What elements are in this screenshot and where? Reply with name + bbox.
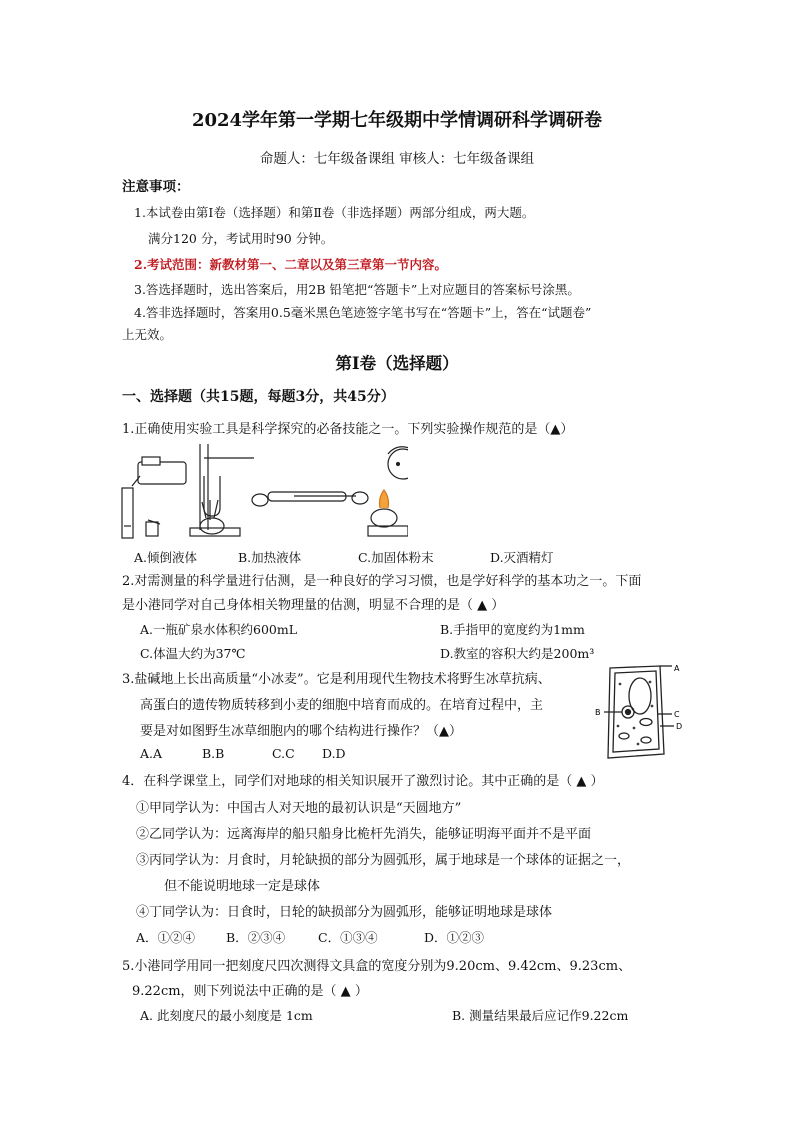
note-3: 3.答选择题时，选出答案后，用2B 铅笔把“答题卡”上对应题目的答案标号涂黑。 bbox=[134, 282, 580, 297]
q4-statement-3-cont: 但不能说明地球一定是球体 bbox=[164, 879, 321, 894]
q3-stem-line3: 要是对如图野生冰草细胞内的哪个结构进行操作？（▲） bbox=[140, 724, 462, 739]
cell-label-c: C bbox=[674, 710, 680, 719]
q2-option-c: C.体温大约为37℃ bbox=[140, 646, 246, 661]
q1-lab-figures bbox=[118, 440, 408, 542]
q5-stem-line1: 5.小港同学用同一把刻度尺四次测得文具盒的宽度分别为9.20cm、9.42cm、9.23cm、 bbox=[122, 959, 632, 974]
q2-option-a: A.一瓶矿泉水体积约600mL bbox=[140, 622, 298, 637]
q3-option-a: A.A bbox=[140, 746, 163, 761]
pouring-liquid-figure bbox=[122, 457, 186, 538]
q4-option-a: A．①②④ bbox=[136, 930, 196, 945]
section-title: 第Ⅰ卷（选择题） bbox=[335, 354, 459, 373]
q1-option-d: D.灭酒精灯 bbox=[490, 550, 554, 565]
q5-option-a: A. 此刻度尺的最小刻度是 1cm bbox=[140, 1008, 313, 1023]
note-4-cont: 上无效。 bbox=[122, 327, 173, 342]
q3-option-d: D.D bbox=[322, 746, 346, 761]
q3-plant-cell-diagram bbox=[590, 662, 686, 762]
q3-option-b: B.B bbox=[202, 746, 225, 761]
note-1-cont: 满分120 分，考试用时90 分钟。 bbox=[148, 231, 334, 246]
exam-subtitle: 命题人：七年级备课组 审核人：七年级备课组 bbox=[259, 151, 535, 167]
q1-option-c: C.加固体粉末 bbox=[358, 550, 434, 565]
q4-option-d: D．①②③ bbox=[424, 930, 485, 945]
q2-option-d: D.教室的容积大约是200m³ bbox=[440, 646, 595, 661]
q4-statement-4: ④丁同学认为：日食时，日轮的缺损部分为圆弧形，能够证明地球是球体 bbox=[136, 905, 553, 920]
q4-statement-1: ①甲同学认为：中国古人对天地的最初认识是“天圆地方” bbox=[136, 801, 462, 816]
cell-label-a: A bbox=[674, 664, 680, 673]
q4-option-c: C．①③④ bbox=[318, 930, 378, 945]
q1-stem: 1.正确使用实验工具是科学探究的必备技能之一。下列实验操作规范的是（▲） bbox=[122, 422, 574, 437]
note-2-scope: 2.考试范围：新教材第一、二章以及第三章第一节内容。 bbox=[134, 257, 448, 272]
note-4: 4.答非选择题时，答案用0.5毫米黑色笔迹签字笔书写在“答题卡”上，答在“试题卷” bbox=[134, 305, 592, 320]
q3-stem-line1: 3.盐碱地上长出高质量“小冰麦”。它是利用现代生物技术将野生冰草抗病、 bbox=[122, 672, 551, 687]
q4-statement-2: ②乙同学认为：远离海岸的船只船身比桅杆先消失，能够证明海平面并不是平面 bbox=[136, 827, 592, 842]
part-title: 一、选择题（共15题，每题3分，共45分） bbox=[122, 389, 395, 405]
cell-label-d: D bbox=[676, 722, 683, 731]
blowing-out-lamp-figure bbox=[368, 447, 408, 536]
exam-title: 2024学年第一学期七年级期中学情调研科学调研卷 bbox=[191, 110, 603, 131]
q5-stem-line2: 9.22cm，则下列说法中正确的是（ ▲ ） bbox=[132, 984, 368, 999]
q2-stem-line2: 是小港同学对自己身体相关物理量的估测，明显不合理的是（ ▲ ） bbox=[122, 598, 505, 613]
adding-powder-figure bbox=[252, 492, 368, 506]
q5-option-b: B. 测量结果最后应记作9.22cm bbox=[452, 1008, 629, 1023]
notes-heading: 注意事项： bbox=[122, 179, 190, 195]
q4-statement-3: ③丙同学认为：月食时，月轮缺损的部分为圆弧形，属于地球是一个球体的证据之一， bbox=[136, 853, 631, 868]
heating-liquid-figure bbox=[190, 444, 254, 536]
q2-stem-line1: 2.对需测量的科学量进行估测，是一种良好的学习习惯，也是学好科学的基本功之一。下面 bbox=[122, 574, 642, 589]
q4-option-b: B．②③④ bbox=[226, 930, 286, 945]
q1-option-a: A.倾倒液体 bbox=[134, 550, 198, 565]
q3-stem-line2: 高蛋白的遗传物质转移到小麦的细胞中培育而成的。在培育过程中，主 bbox=[140, 698, 544, 713]
q4-stem: 4．在科学课堂上，同学们对地球的相关知识展开了激烈讨论。其中正确的是（ ▲ ） bbox=[122, 774, 604, 789]
cell-label-b: B bbox=[595, 708, 601, 717]
note-1: 1.本试卷由第Ⅰ卷（选择题）和第Ⅱ卷（非选择题）两部分组成，两大题。 bbox=[134, 205, 535, 220]
q1-option-b: B.加热液体 bbox=[238, 550, 302, 565]
q2-option-b: B.手指甲的宽度约为1mm bbox=[440, 622, 585, 637]
q3-option-c: C.C bbox=[272, 746, 295, 761]
